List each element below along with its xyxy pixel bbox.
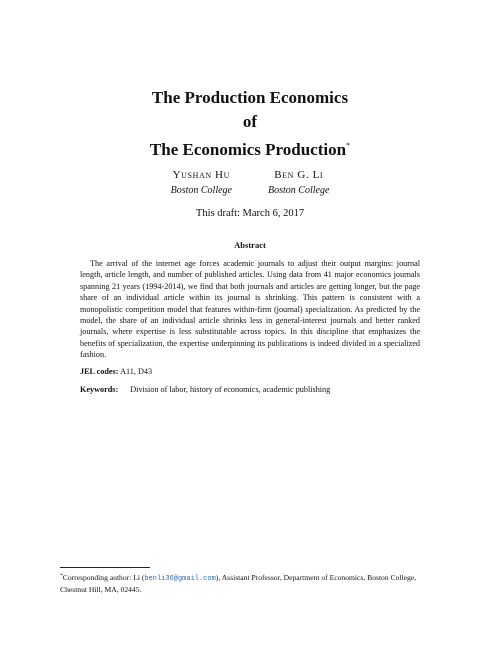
jel-codes bbox=[80, 367, 420, 376]
keywords-value: Division of labor, history of economics, academic publishing bbox=[130, 385, 331, 394]
title-line-1: The Production Economics bbox=[151, 88, 349, 107]
jel-value: A11, D43 bbox=[120, 367, 153, 376]
paper-title bbox=[0, 86, 500, 162]
footnote-text-after: ), Assistant Professor, Department of Economics, Boston College, Chestnut Hill, MA, 02445. bbox=[60, 573, 417, 594]
title-line-3 bbox=[0, 134, 500, 162]
author-name: Ben G. Li bbox=[274, 169, 324, 181]
footnote-mark: * bbox=[60, 573, 63, 579]
author-1 bbox=[171, 168, 232, 198]
author-list bbox=[0, 168, 500, 198]
jel-label: JEL codes: bbox=[80, 367, 119, 376]
keywords-label: Keywords: bbox=[80, 385, 119, 394]
author-name: Yushan Hu bbox=[172, 169, 230, 181]
email-link[interactable]: benli36@gmail.com bbox=[144, 575, 216, 583]
author-2 bbox=[268, 168, 329, 198]
title-footnote-mark: * bbox=[346, 141, 351, 150]
footnote-text-before: Corresponding author: Li ( bbox=[62, 573, 145, 582]
title-line-2: of bbox=[242, 112, 258, 131]
author-affiliation: Boston College bbox=[170, 185, 232, 196]
draft-date: This draft: March 6, 2017 bbox=[195, 208, 305, 219]
footnote-divider bbox=[60, 567, 150, 568]
title-line-3-text: The Economics Production bbox=[149, 140, 347, 159]
keywords bbox=[80, 385, 420, 394]
abstract-text: The arrival of the internet age forces academic journals to adjust their output margins: journal length, article length, and number of published articles. Using data from 41 major economics journals spanning 21 years (1994-2014), we find that both journals and articles are getting longer, but the page share of an individual article within its journal is shrinking. This pattern is consistent with a monopolistic competition model that features within-firm (journal) specialization. As predicted by the model, the share of an individual article shrinks less in general-interest journals and better ranked journals, where expertise is less substitutable across topics. In this discipline that emphasizes the benefits of specialization, the expertise underpinning its publications is indeed divided in a specialized fashion. bbox=[80, 259, 420, 360]
footnote bbox=[60, 571, 440, 595]
author-affiliation: Boston College bbox=[268, 185, 330, 196]
abstract-heading: Abstract bbox=[234, 240, 266, 250]
